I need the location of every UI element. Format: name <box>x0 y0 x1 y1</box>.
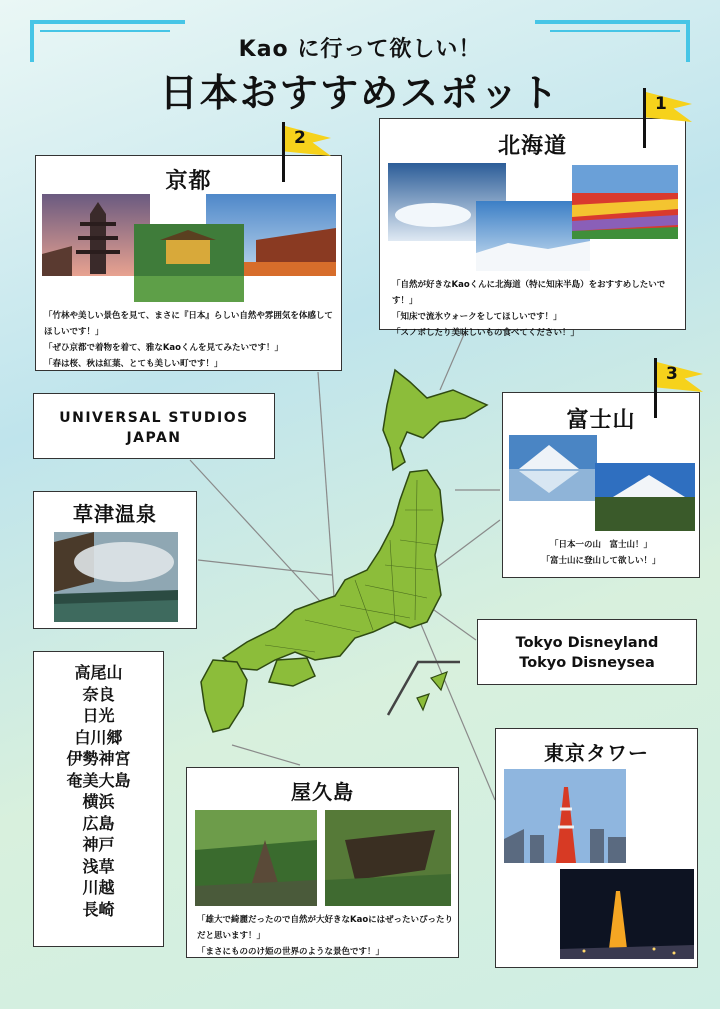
disney-line-1: Tokyo Disneyland <box>515 635 659 651</box>
spot-list-item: 白川郷 <box>74 727 123 747</box>
rank-number-2: 2 <box>294 128 306 148</box>
spot-list-item: 高尾山 <box>74 663 123 682</box>
kusatsu-photo <box>54 532 178 622</box>
hokkaido-caption-1: 「自然が好きなKaoくんに北海道（特に知床半島）をおすすめしたいです！」 <box>392 280 666 306</box>
spot-list-item: 浅草 <box>82 856 115 876</box>
fuji-title: 富士山 <box>566 408 636 433</box>
spot-list-item: 日光 <box>82 706 115 725</box>
other-spots-list <box>33 651 164 947</box>
disney-card <box>477 619 697 685</box>
fuji-caption-1: 「日本一の山 富士山！」 <box>549 540 652 550</box>
usj-card <box>33 393 275 459</box>
usj-line-2: JAPAN <box>126 430 182 446</box>
kusatsu-title: 草津温泉 <box>73 502 157 526</box>
header-title: 日本おすすめスポット <box>159 71 561 115</box>
tokyo-tower-title: 東京タワー <box>544 741 649 765</box>
spot-list-item: 神戸 <box>82 835 115 854</box>
kyoto-caption-2: 「ぜひ京都で着物を着て、雅なKaoくんを見てみたいです！」 <box>44 343 283 353</box>
tokyo-tower-card <box>495 728 698 968</box>
spot-list-item: 川越 <box>82 878 115 897</box>
hokkaido-caption-2: 「知床で流氷ウォークをしてほしいです！」 <box>392 312 562 322</box>
kusatsu-card <box>33 491 197 629</box>
disney-line-2: Tokyo Disneysea <box>519 655 655 671</box>
kyoto-card <box>35 155 342 371</box>
kyoto-photos <box>42 194 337 302</box>
kyoto-title: 京都 <box>165 169 212 194</box>
spot-list-item: 奄美大島 <box>66 770 131 790</box>
hokkaido-photos <box>388 163 680 271</box>
spot-list-item: 横浜 <box>82 792 115 811</box>
yakushima-photos <box>195 810 451 906</box>
header-subtitle: Kao に行って欲しい！ <box>238 37 482 62</box>
fuji-card <box>502 392 700 578</box>
kyoto-caption-1: 「竹林や美しい景色を見て、まさに『日本』らしい自然や雰囲気を体感してほしいです！」 <box>44 311 333 337</box>
rank-number-1: 1 <box>655 94 667 114</box>
yakushima-title: 屋久島 <box>291 780 354 804</box>
spot-list-item: 長崎 <box>82 899 115 919</box>
hokkaido-card <box>379 118 686 338</box>
spot-list-item: 奈良 <box>82 684 115 704</box>
fuji-photos <box>509 435 695 531</box>
spot-list-item: 伊勢神宮 <box>66 749 131 768</box>
tokyo-tower-photos <box>504 769 694 959</box>
rank-number-3: 3 <box>666 364 678 384</box>
yakushima-card <box>186 767 459 958</box>
hokkaido-title: 北海道 <box>497 134 567 159</box>
usj-line-1: UNIVERSAL STUDIOS <box>59 410 249 426</box>
spot-list-item: 広島 <box>82 813 115 833</box>
yakushima-caption-2: 「まさにもののけ姫の世界のような景色です！」 <box>197 947 385 957</box>
yakushima-caption-1: 「雄大で綺麗だったので自然が大好きなKaoにはぜったいぴったりだと思います！」 <box>197 915 453 941</box>
hokkaido-caption-3: 「スノボしたり美味しいもの食べてください！」 <box>392 328 580 338</box>
kyoto-caption-3: 「春は桜、秋は紅葉、とても美しい町です！」 <box>44 359 223 369</box>
fuji-caption-2: 「富士山に登山して欲しい！」 <box>541 556 661 566</box>
